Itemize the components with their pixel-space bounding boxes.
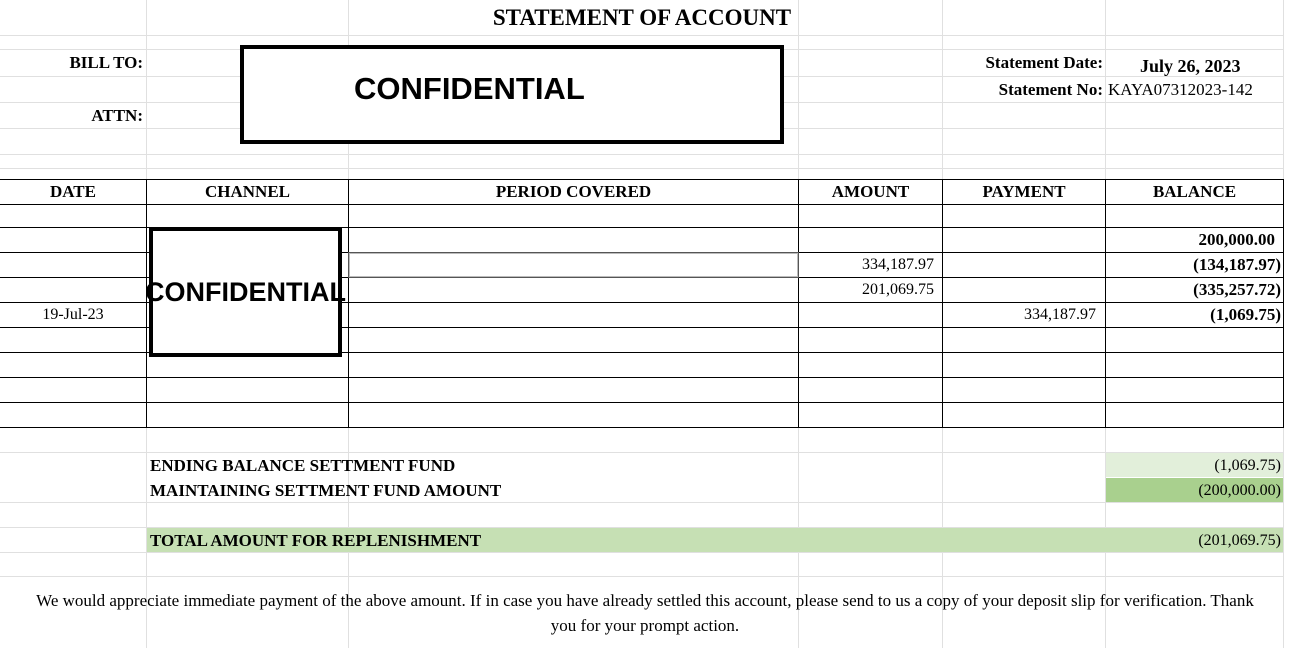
confidential-label: CONFIDENTIAL xyxy=(354,70,585,106)
ending-balance-value: (1,069.75) xyxy=(1214,457,1281,474)
statement-no-value: KAYA07312023-142 xyxy=(1108,80,1253,99)
col-date-header: DATE xyxy=(50,182,96,201)
maintaining-fund-label: MAINTAINING SETTMENT FUND AMOUNT xyxy=(150,481,502,500)
balance-cell: (1,069.75) xyxy=(1210,305,1281,324)
amount-cell: 201,069.75 xyxy=(862,281,934,298)
confidential-redaction-box xyxy=(240,45,784,144)
channel-confidential-box xyxy=(145,227,346,357)
col-amount-header: AMOUNT xyxy=(831,182,910,201)
ending-balance-label: ENDING BALANCE SETTMENT FUND xyxy=(150,456,456,475)
footer-note: We would appreciate immediate payment of the above amount. If in case you have already settled this account, please send to us a copy of your deposit slip for verification. Thank you for your prompt action. xyxy=(36,591,1254,635)
total-replenishment-label: TOTAL AMOUNT FOR REPLENISHMENT xyxy=(150,531,482,550)
selected-cell[interactable] xyxy=(348,252,799,278)
channel-confidential-label: CONFIDENTIAL xyxy=(145,276,346,307)
statement-date-label: Statement Date: xyxy=(985,53,1103,72)
date-cell: 19-Jul-23 xyxy=(42,306,104,323)
balance-cell: (134,187.97) xyxy=(1193,255,1281,274)
balance-cell: 200,000.00 xyxy=(1198,230,1275,249)
statement-date-value: July 26, 2023 xyxy=(1140,56,1241,76)
statement-no-label: Statement No: xyxy=(998,80,1103,99)
col-payment-header: PAYMENT xyxy=(982,182,1066,201)
balance-cell: (335,257.72) xyxy=(1193,280,1281,299)
col-balance-header: BALANCE xyxy=(1152,182,1237,201)
col-channel-header: CHANNEL xyxy=(204,182,290,201)
payment-cell: 334,187.97 xyxy=(1024,306,1096,323)
col-period-header: PERIOD COVERED xyxy=(495,182,652,201)
attn-label: ATTN: xyxy=(91,106,143,125)
maintaining-fund-value: (200,000.00) xyxy=(1198,482,1281,499)
total-replenishment-value: (201,069.75) xyxy=(1198,532,1281,549)
statement-title: STATEMENT OF ACCOUNT xyxy=(492,5,792,30)
bill-to-label: BILL TO: xyxy=(69,53,143,72)
amount-cell: 334,187.97 xyxy=(862,256,934,273)
